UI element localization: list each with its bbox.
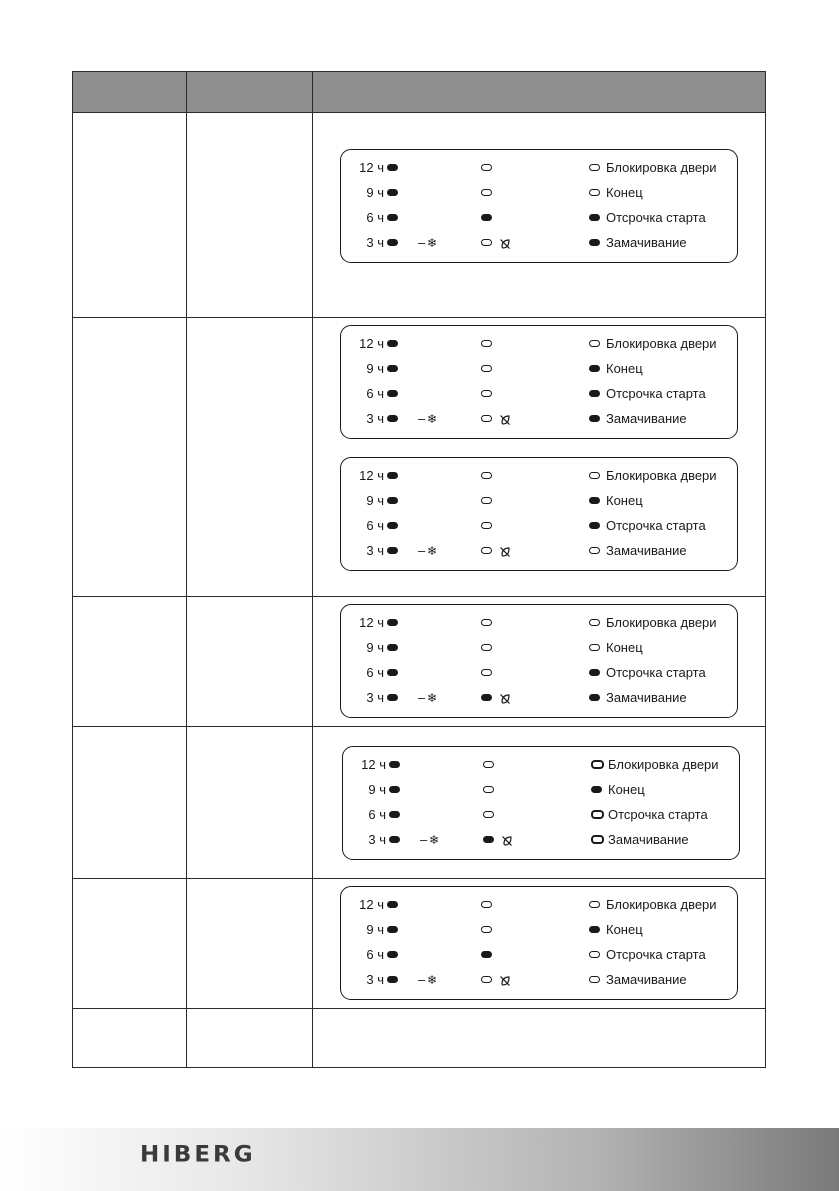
indicator-row <box>341 921 737 939</box>
led-indicator <box>481 522 492 529</box>
page-footer <box>0 1128 839 1191</box>
hours-label: 6 ч <box>366 518 384 533</box>
led-indicator <box>387 547 398 554</box>
led-indicator <box>591 786 602 793</box>
led-indicator <box>387 214 398 221</box>
led-indicator <box>387 522 398 529</box>
led-indicator <box>387 164 398 171</box>
led-indicator <box>481 901 492 908</box>
led-indicator <box>483 761 494 768</box>
led-indicator <box>481 976 492 983</box>
led-indicator <box>589 901 600 908</box>
led-indicator <box>481 694 492 701</box>
led-indicator <box>589 644 600 651</box>
led-indicator <box>589 390 600 397</box>
row-divider <box>72 317 766 318</box>
no-eco-icon <box>501 834 513 846</box>
led-indicator <box>387 390 398 397</box>
indicator-label: Конец <box>606 361 643 376</box>
indicator-row <box>341 184 737 202</box>
indicator-row <box>341 689 737 707</box>
indicator-label: Блокировка двери <box>608 757 719 772</box>
snowflake-icon: ❄ <box>427 544 438 558</box>
hours-label: 12 ч <box>359 897 384 912</box>
hours-label: 3 ч <box>366 972 384 987</box>
indicator-row <box>341 492 737 510</box>
hours-label: 6 ч <box>366 947 384 962</box>
led-indicator <box>589 472 600 479</box>
indicator-row <box>343 806 739 824</box>
led-indicator <box>589 951 600 958</box>
hours-label: 3 ч <box>366 543 384 558</box>
led-indicator <box>589 189 600 196</box>
hours-label: 9 ч <box>366 361 384 376</box>
indicator-row <box>341 614 737 632</box>
no-eco-icon <box>499 413 511 425</box>
led-indicator <box>589 522 600 529</box>
led-indicator <box>387 415 398 422</box>
led-indicator <box>481 547 492 554</box>
hours-label: 3 ч <box>366 411 384 426</box>
led-indicator <box>481 497 492 504</box>
indicator-label: Отсрочка старта <box>606 386 706 401</box>
indicator-label: Конец <box>608 782 645 797</box>
led-indicator <box>483 786 494 793</box>
column-divider <box>186 71 187 1068</box>
led-indicator <box>389 786 400 793</box>
no-eco-icon <box>499 974 511 986</box>
led-indicator <box>387 497 398 504</box>
led-indicator <box>589 619 600 626</box>
minus-icon: – <box>420 832 428 847</box>
snowflake-icon: ❄ <box>427 236 438 250</box>
led-indicator <box>387 926 398 933</box>
indicator-label: Замачивание <box>606 972 687 987</box>
indicator-row <box>341 639 737 657</box>
indicator-row <box>341 335 737 353</box>
led-indicator <box>481 164 492 171</box>
row-divider <box>72 596 766 597</box>
indicator-label: Блокировка двери <box>606 336 717 351</box>
hours-label: 9 ч <box>366 493 384 508</box>
hours-label: 12 ч <box>361 757 386 772</box>
column-divider <box>312 71 313 1068</box>
indicator-label: Отсрочка старта <box>608 807 708 822</box>
row-divider <box>72 1008 766 1009</box>
indicator-row <box>341 896 737 914</box>
led-indicator <box>389 811 400 818</box>
led-indicator <box>589 340 600 347</box>
indicator-row <box>343 831 739 849</box>
hours-label: 12 ч <box>359 468 384 483</box>
snowflake-icon: ❄ <box>427 412 438 426</box>
indicator-label: Блокировка двери <box>606 468 717 483</box>
led-indicator <box>481 390 492 397</box>
led-indicator <box>481 669 492 676</box>
hours-label: 9 ч <box>366 185 384 200</box>
hours-label: 6 ч <box>368 807 386 822</box>
hours-label: 3 ч <box>366 235 384 250</box>
led-indicator <box>589 164 600 171</box>
led-indicator <box>389 836 400 843</box>
led-indicator <box>589 239 600 246</box>
led-indicator <box>591 835 604 844</box>
indicator-row <box>341 209 737 227</box>
indicator-label: Блокировка двери <box>606 615 717 630</box>
row-divider <box>72 878 766 879</box>
indicator-label: Конец <box>606 922 643 937</box>
led-indicator <box>481 239 492 246</box>
led-indicator <box>481 189 492 196</box>
hours-label: 12 ч <box>359 336 384 351</box>
indicator-row <box>343 756 739 774</box>
led-indicator <box>481 619 492 626</box>
led-indicator <box>387 976 398 983</box>
led-indicator <box>483 836 494 843</box>
led-indicator <box>387 951 398 958</box>
indicator-label: Отсрочка старта <box>606 518 706 533</box>
led-indicator <box>387 901 398 908</box>
indicator-row <box>341 159 737 177</box>
row-divider <box>72 112 766 113</box>
indicator-panel <box>340 604 738 718</box>
led-indicator <box>481 926 492 933</box>
brand-logo: HIBERG <box>140 1142 256 1168</box>
hours-label: 9 ч <box>366 640 384 655</box>
hours-label: 9 ч <box>366 922 384 937</box>
indicator-label: Блокировка двери <box>606 897 717 912</box>
led-indicator <box>387 189 398 196</box>
indicator-label: Замачивание <box>606 411 687 426</box>
no-eco-icon <box>499 692 511 704</box>
minus-icon: – <box>418 235 426 250</box>
indicator-row <box>341 467 737 485</box>
hours-label: 12 ч <box>359 160 384 175</box>
led-indicator <box>481 340 492 347</box>
indicator-panel <box>340 457 738 571</box>
led-indicator <box>589 365 600 372</box>
led-indicator <box>481 214 492 221</box>
led-indicator <box>589 497 600 504</box>
indicator-row <box>341 664 737 682</box>
no-eco-icon <box>499 237 511 249</box>
led-indicator <box>481 472 492 479</box>
minus-icon: – <box>418 543 426 558</box>
no-eco-icon <box>499 545 511 557</box>
row-divider <box>72 726 766 727</box>
led-indicator <box>589 547 600 554</box>
led-indicator <box>387 644 398 651</box>
led-indicator <box>481 644 492 651</box>
led-indicator <box>387 619 398 626</box>
indicator-panel <box>340 325 738 439</box>
led-indicator <box>589 694 600 701</box>
minus-icon: – <box>418 972 426 987</box>
hours-label: 3 ч <box>366 690 384 705</box>
indicator-label: Блокировка двери <box>606 160 717 175</box>
led-indicator <box>589 926 600 933</box>
hours-label: 6 ч <box>366 386 384 401</box>
led-indicator <box>387 340 398 347</box>
minus-icon: – <box>418 411 426 426</box>
led-indicator <box>589 415 600 422</box>
led-indicator <box>589 669 600 676</box>
indicator-row <box>341 234 737 252</box>
led-indicator <box>387 239 398 246</box>
led-indicator <box>589 976 600 983</box>
indicator-label: Конец <box>606 640 643 655</box>
indicator-label: Замачивание <box>606 235 687 250</box>
indicator-label: Конец <box>606 185 643 200</box>
hours-label: 6 ч <box>366 665 384 680</box>
led-indicator <box>591 760 604 769</box>
hours-label: 6 ч <box>366 210 384 225</box>
hours-label: 9 ч <box>368 782 386 797</box>
indicator-label: Конец <box>606 493 643 508</box>
indicator-row <box>341 971 737 989</box>
indicator-label: Отсрочка старта <box>606 210 706 225</box>
minus-icon: – <box>418 690 426 705</box>
indicator-label: Замачивание <box>606 543 687 558</box>
led-indicator <box>481 951 492 958</box>
led-indicator <box>387 694 398 701</box>
indicator-panel <box>342 746 740 860</box>
hours-label: 12 ч <box>359 615 384 630</box>
indicator-row <box>341 385 737 403</box>
led-indicator <box>481 365 492 372</box>
led-indicator <box>389 761 400 768</box>
snowflake-icon: ❄ <box>427 973 438 987</box>
led-indicator <box>483 811 494 818</box>
led-indicator <box>387 472 398 479</box>
indicator-row <box>341 542 737 560</box>
indicator-label: Замачивание <box>606 690 687 705</box>
snowflake-icon: ❄ <box>429 833 440 847</box>
indicator-label: Отсрочка старта <box>606 665 706 680</box>
indicator-row <box>341 517 737 535</box>
led-indicator <box>387 365 398 372</box>
led-indicator <box>589 214 600 221</box>
indicator-row <box>341 946 737 964</box>
indicator-label: Замачивание <box>608 832 689 847</box>
hours-label: 3 ч <box>368 832 386 847</box>
indicator-row <box>341 410 737 428</box>
snowflake-icon: ❄ <box>427 691 438 705</box>
led-indicator <box>591 810 604 819</box>
led-indicator <box>481 415 492 422</box>
indicator-panel <box>340 886 738 1000</box>
led-indicator <box>387 669 398 676</box>
indicator-panel <box>340 149 738 263</box>
indicator-row <box>343 781 739 799</box>
indicator-label: Отсрочка старта <box>606 947 706 962</box>
indicator-row <box>341 360 737 378</box>
